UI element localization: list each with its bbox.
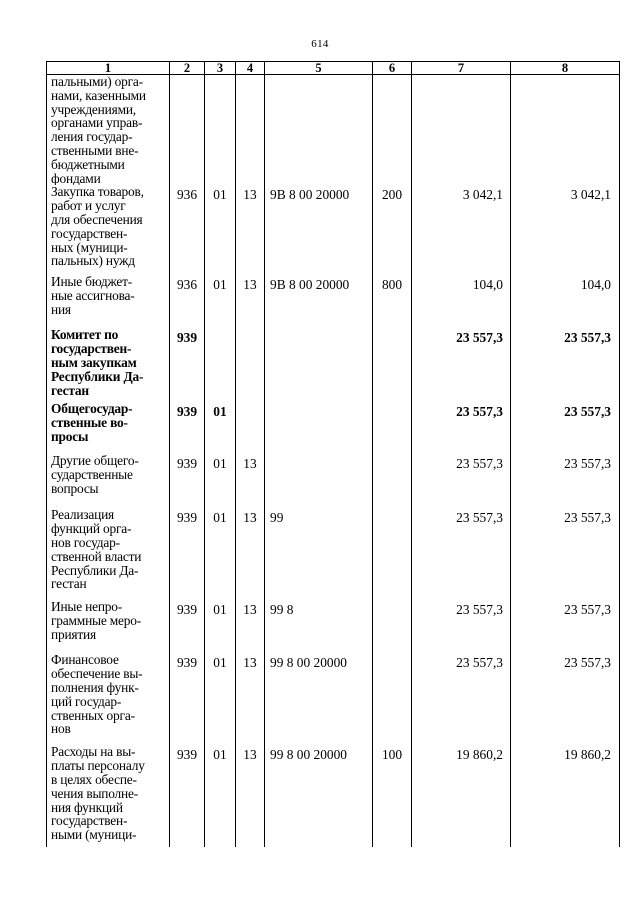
- cell-target-article: 99 8: [265, 600, 373, 653]
- cell-expense-type: 800: [373, 275, 412, 328]
- cell-expense-type: [373, 600, 412, 653]
- header-col-2: 2: [170, 62, 205, 75]
- cell-ministry: [170, 75, 205, 186]
- cell-section: 01: [205, 454, 236, 508]
- row-name: Общегосудар- ственные во- просы: [47, 402, 170, 454]
- cell-amount-1: 19 860,2: [412, 745, 511, 847]
- page-number: 614: [311, 38, 329, 50]
- cell-target-article: 9В 8 00 20000: [265, 185, 373, 275]
- cell-ministry: 939: [170, 402, 205, 454]
- row-name: Расходы на вы- платы персоналу в целях обеспе- чения выполне- ния функций государствен- ными (муници-: [47, 745, 170, 847]
- cell-expense-type: [373, 75, 412, 186]
- cell-amount-2: 3 042,1: [511, 185, 620, 275]
- row-name: Другие общего- сударственные вопросы: [47, 454, 170, 508]
- table-row: [47, 75, 620, 186]
- cell-section: 01: [205, 600, 236, 653]
- cell-amount-2: 23 557,3: [511, 454, 620, 508]
- cell-expense-type: [373, 328, 412, 402]
- budget-table: [46, 61, 620, 847]
- cell-amount-2: 23 557,3: [511, 328, 620, 402]
- cell-ministry: 936: [170, 185, 205, 275]
- cell-amount-1: 3 042,1: [412, 185, 511, 275]
- table-row: [47, 653, 620, 745]
- cell-ministry: 939: [170, 600, 205, 653]
- row-name: Иные бюджет- ные ассигнова- ния: [47, 275, 170, 328]
- cell-subsection: 13: [236, 508, 265, 600]
- row-name: пальными) орга- нами, казенными учреждениями, органами управ- ления государ- ственными вне- бюджетными фондами: [47, 75, 170, 186]
- cell-ministry: 939: [170, 653, 205, 745]
- cell-expense-type: [373, 653, 412, 745]
- header-col-8: 8: [511, 62, 620, 75]
- table-row: [47, 454, 620, 508]
- cell-amount-1: 23 557,3: [412, 600, 511, 653]
- cell-amount-1: 23 557,3: [412, 508, 511, 600]
- row-name: Реализация функций орга- нов государ- ственной власти Республики Да- гестан: [47, 508, 170, 600]
- cell-section: 01: [205, 275, 236, 328]
- cell-target-article: [265, 75, 373, 186]
- table-row: [47, 508, 620, 600]
- cell-subsection: 13: [236, 454, 265, 508]
- cell-expense-type: [373, 454, 412, 508]
- row-name: Закупка товаров, работ и услуг для обеспечения государствен- ных (муници- пальных) нужд: [47, 185, 170, 275]
- table-header-row: [47, 62, 620, 75]
- cell-ministry: 939: [170, 508, 205, 600]
- cell-amount-2: 23 557,3: [511, 653, 620, 745]
- cell-subsection: [236, 402, 265, 454]
- header-col-6: 6: [373, 62, 412, 75]
- cell-subsection: [236, 75, 265, 186]
- cell-expense-type: [373, 402, 412, 454]
- cell-amount-2: 23 557,3: [511, 508, 620, 600]
- cell-target-article: [265, 328, 373, 402]
- table-row: [47, 600, 620, 653]
- cell-subsection: [236, 328, 265, 402]
- header-col-7: 7: [412, 62, 511, 75]
- cell-amount-1: 23 557,3: [412, 402, 511, 454]
- cell-expense-type: 100: [373, 745, 412, 847]
- cell-amount-1: 23 557,3: [412, 328, 511, 402]
- cell-amount-2: 19 860,2: [511, 745, 620, 847]
- table-row: [47, 402, 620, 454]
- cell-subsection: 13: [236, 275, 265, 328]
- cell-section: 01: [205, 745, 236, 847]
- cell-section: [205, 328, 236, 402]
- cell-section: 01: [205, 653, 236, 745]
- cell-section: 01: [205, 402, 236, 454]
- cell-section: 01: [205, 185, 236, 275]
- cell-subsection: 13: [236, 600, 265, 653]
- table-row: [47, 185, 620, 275]
- cell-target-article: 9В 8 00 20000: [265, 275, 373, 328]
- cell-amount-1: 23 557,3: [412, 454, 511, 508]
- cell-amount-2: 23 557,3: [511, 402, 620, 454]
- row-name: Иные непро- граммные меро- приятия: [47, 600, 170, 653]
- cell-amount-2: 23 557,3: [511, 600, 620, 653]
- header-col-5: 5: [265, 62, 373, 75]
- cell-subsection: 13: [236, 745, 265, 847]
- cell-target-article: 99 8 00 20000: [265, 653, 373, 745]
- table-row: [47, 275, 620, 328]
- cell-expense-type: 200: [373, 185, 412, 275]
- table-row: [47, 745, 620, 847]
- cell-target-article: 99 8 00 20000: [265, 745, 373, 847]
- cell-ministry: 936: [170, 275, 205, 328]
- cell-section: 01: [205, 508, 236, 600]
- cell-amount-1: 23 557,3: [412, 653, 511, 745]
- cell-amount-1: 104,0: [412, 275, 511, 328]
- cell-target-article: 99: [265, 508, 373, 600]
- cell-expense-type: [373, 508, 412, 600]
- cell-subsection: 13: [236, 185, 265, 275]
- cell-ministry: 939: [170, 328, 205, 402]
- cell-target-article: [265, 402, 373, 454]
- cell-amount-2: 104,0: [511, 275, 620, 328]
- cell-section: [205, 75, 236, 186]
- row-name: Комитет по государствен- ным закупкам Республики Да- гестан: [47, 328, 170, 402]
- header-col-1: 1: [47, 62, 170, 75]
- cell-amount-2: [511, 75, 620, 186]
- header-col-3: 3: [205, 62, 236, 75]
- row-name: Финансовое обеспечение вы- полнения функ- ций государ- ственных орга- нов: [47, 653, 170, 745]
- cell-target-article: [265, 454, 373, 508]
- cell-subsection: 13: [236, 653, 265, 745]
- cell-ministry: 939: [170, 454, 205, 508]
- cell-amount-1: [412, 75, 511, 186]
- table-row: [47, 328, 620, 402]
- cell-ministry: 939: [170, 745, 205, 847]
- header-col-4: 4: [236, 62, 265, 75]
